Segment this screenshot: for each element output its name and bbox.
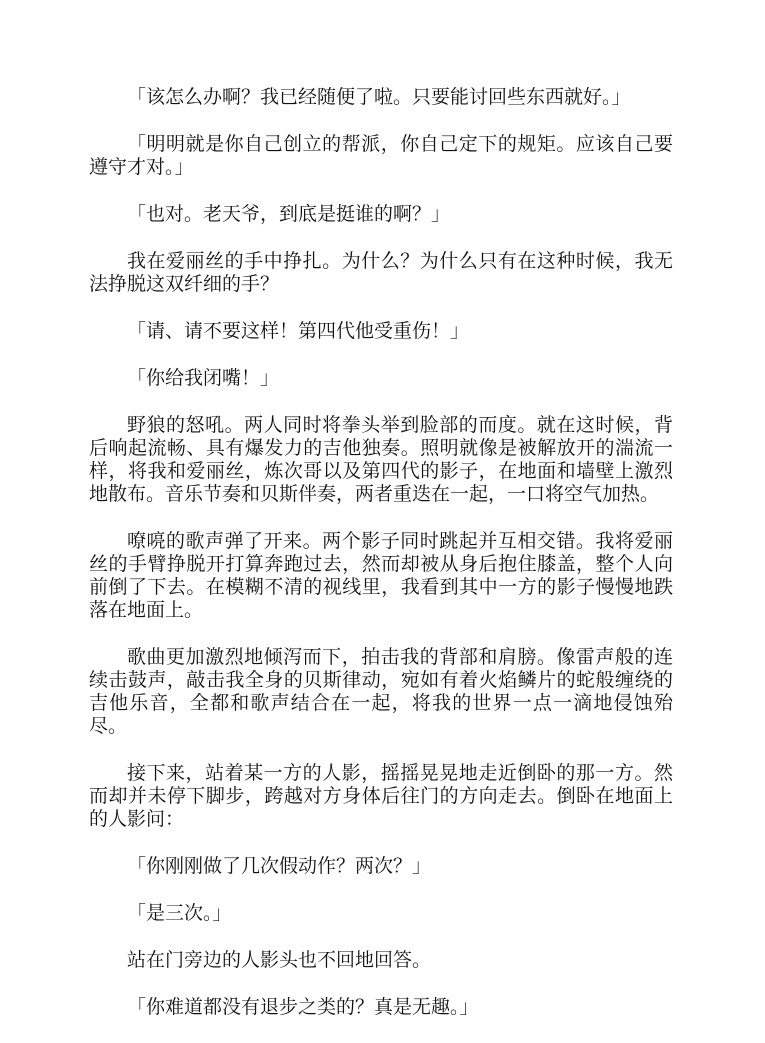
paragraph-6: 「你给我闭嘴！」 [127, 367, 280, 389]
paragraph-9: 歌曲更加激烈地倾泻而下，拍击我的背部和肩膀。像雷声般的连续击鼓声，敲击我全身的贝斯律动，宛如有着火焰鳞片的蛇般缠绕的吉他乐音，全都和歌声结合在一起，将我的世界一点一滴地侵蚀殆尽。 [89, 646, 673, 737]
paragraph-11: 「你刚刚做了几次假动作？两次？」 [127, 855, 432, 877]
paragraph-10: 接下来，站着某一方的人影，摇摇晃晃地走近倒卧的那一方。然而却并未停下脚步，跨越对方身体后往门的方向走去。倒卧在地面上的人影问： [89, 762, 673, 830]
paragraph-7: 野狼的怒吼。两人同时将拳头举到脸部的而度。就在这时候，背后响起流畅、具有爆发力的吉他独奏。照明就像是被解放开的湍流一样，将我和爱丽丝，炼次哥以及第四代的影子，在地面和墙壁上激烈地散布。音乐节奏和贝斯伴奏，两者重迭在一起，一口将空气加热。 [89, 414, 673, 505]
paragraph-2: 「明明就是你自己创立的帮派，你自己定下的规矩。应该自己要遵守才对。」 [89, 133, 673, 178]
paragraph-12: 「是三次。」 [127, 902, 232, 924]
paragraph-13: 站在门旁边的人影头也不回地回答。 [127, 949, 432, 971]
paragraph-8: 嘹喨的歌声弹了开来。两个影子同时跳起并互相交错。我将爱丽丝的手臂挣脱开打算奔跑过去，然而却被从身后抱住膝盖，整个人向前倒了下去。在模糊不清的视线里，我看到其中一方的影子慢慢地跌落在地面上。 [89, 530, 673, 621]
document-page [89, 86, 673, 1043]
paragraph-3: 「也对。老天爷，到底是挺谁的啊？」 [127, 203, 451, 225]
paragraph-1: 「该怎么办啊？我已经随便了啦。只要能讨回些东西就好。」 [127, 86, 631, 108]
paragraph-14: 「你难道都没有退步之类的？真是无趣。」 [127, 996, 479, 1018]
paragraph-5: 「请、请不要这样！第四代他受重伤！」 [127, 320, 470, 342]
paragraph-4: 我在爱丽丝的手中挣扎。为什么？为什么只有在这种时候，我无法挣脱这双纤细的手？ [89, 250, 673, 295]
